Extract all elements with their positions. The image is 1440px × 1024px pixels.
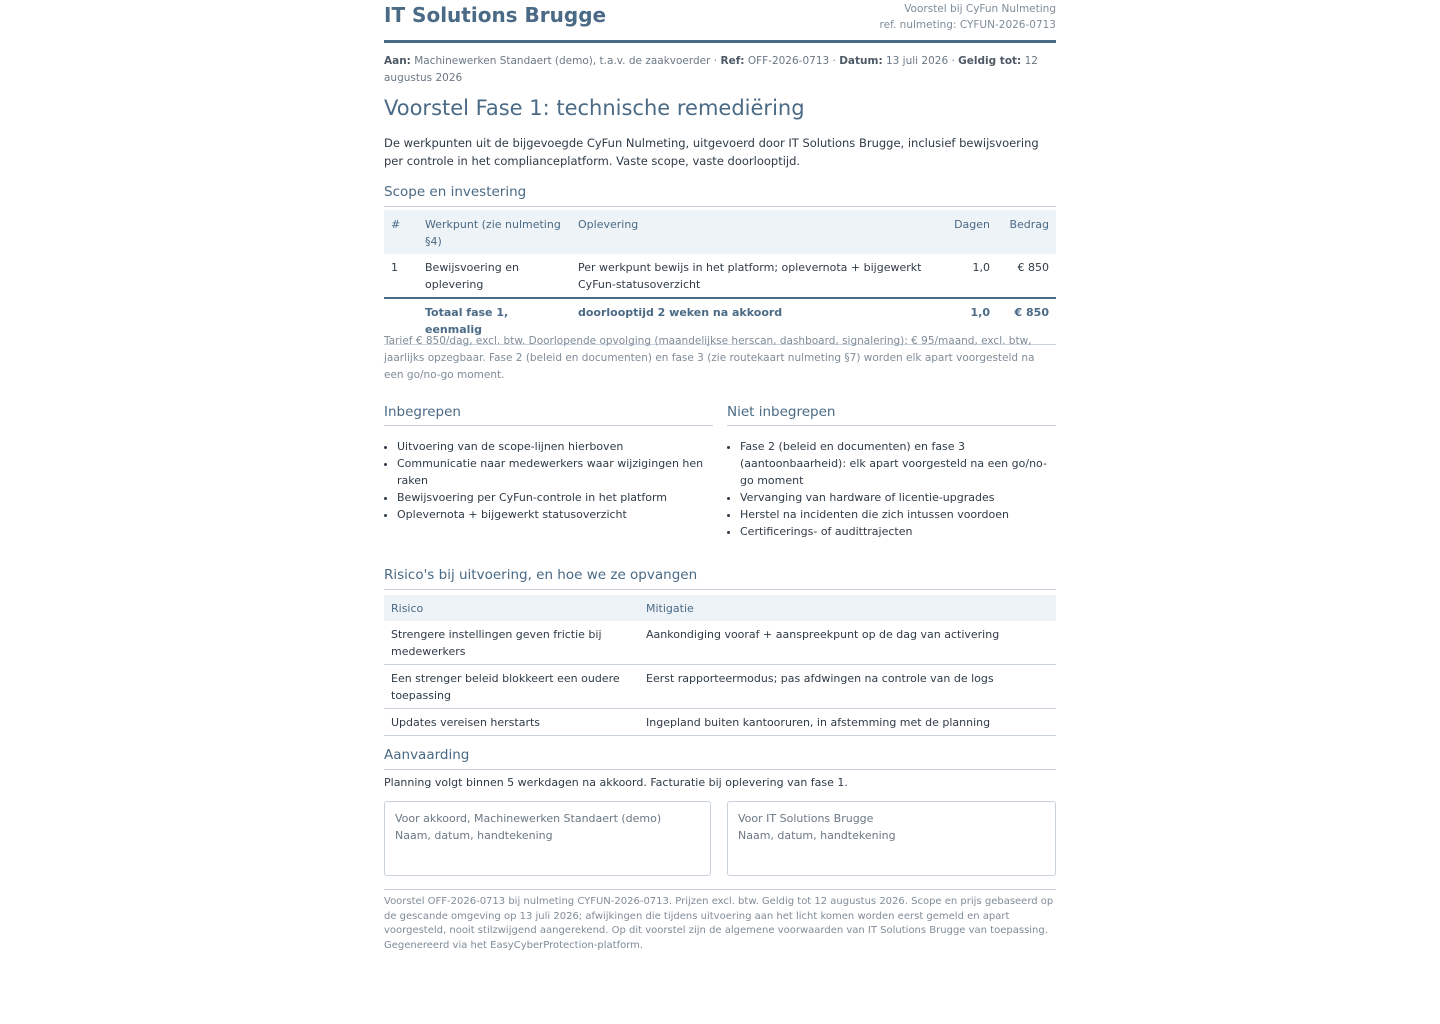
page-title: Voorstel Fase 1: technische remediëring [384,96,805,120]
included-list [384,438,713,523]
list-item: • Herstel na incidenten die zich intussen voordoen [740,506,1056,523]
included-heading: Inbegrepen [384,404,713,426]
header-divider [384,40,1056,43]
column-header: Werkpunt (zie nulmeting §4) [418,210,571,254]
header-meta [880,1,1056,33]
footer-text: Voorstel OFF-2026-0713 bij nulmeting CYFUN-2026-0713. Prijzen excl. btw. Geldig tot 12 augustus 2026. Scope en prijs gebaseerd op de gescande omgeving op 13 juli 2026; afwijkingen die tijdens uitvoering aan het licht komen worden eerst gemeld en apart voorgesteld, nooit stilzwijgend aangerekend. Op dit voorstel zijn de algemene voorwaarden van IT Solutions Brugge van toepassing. Gegenereerd via het EasyCyberProtection-platform. [384,896,1054,951]
to-value: Machinewerken Standaert (demo), t.a.v. de zaakvoerder [414,55,711,67]
total-label: Totaal fase 1, eenmalig [418,298,571,345]
total-amount: € 850 [997,298,1056,345]
proposal-document [384,0,1056,951]
date-value: 13 juli 2026 [885,55,949,67]
mitigation-cell: Eerst rapporteermodus; pas afdwingen na controle van de logs [639,665,1056,709]
vendor-signature-title: Voor IT Solutions Brugge [738,812,874,825]
table-row [384,621,1056,665]
column-header: Mitigatie [639,595,1056,621]
included-column [384,404,713,523]
table-row [384,709,1056,736]
list-item: • Communicatie naar medewerkers waar wijzigingen hen raken [397,455,713,489]
mitigation-cell: Aankondiging vooraf + aanspreekpunt op de dag van activering [639,621,1056,665]
scope-heading-divider [384,206,1056,207]
scope-table [384,210,1056,345]
total-days: 1,0 [935,298,997,345]
risk-cell: Updates vereisen herstarts [384,709,639,736]
header-meta-subtitle: Voorstel bij CyFun Nulmeting [904,3,1056,15]
table-cell: Bewijsvoering en oplevering [418,254,571,298]
excluded-column [727,404,1056,540]
excluded-list [727,438,1056,540]
ref-label: Ref: [720,55,745,67]
table-cell: 1,0 [935,254,997,298]
risks-table [384,595,1056,736]
column-header: Bedrag [997,210,1056,254]
intro-text: De werkpunten uit de bijgevoegde CyFun Nulmeting, uitgevoerd door IT Solutions Brugge, inclusief bewijsvoering per controle in het complianceplatform. Vaste scope, vaste doorlooptijd. [384,136,1039,168]
pricing-note: Tarief € 850/dag, excl. btw. Doorlopende opvolging (maandelijkse herscan, dashboard, signalering): € 95/maand, excl. btw, jaarlijks opzegbaar. Fase 2 (beleid en documenten) en fase 3 (zie routekaart nulmeting §7) worden elk apart voorgesteld na een go/no-go moment. [384,335,1035,381]
risk-cell: Strengere instellingen geven frictie bij medewerkers [384,621,639,665]
document-header [384,0,1056,40]
risks-heading: Risico's bij uitvoering, en hoe we ze opvangen [384,567,698,583]
acceptance-heading: Aanvaarding [384,747,470,763]
table-row [384,254,1056,298]
valid-label: Geldig tot: [958,55,1022,67]
list-item: • Uitvoering van de scope-lijnen hierboven [397,438,713,455]
table-cell: 1 [384,254,418,298]
list-item: • Vervanging van hardware of licentie-upgrades [740,489,1056,506]
column-header: Dagen [935,210,997,254]
client-signature-title: Voor akkoord, Machinewerken Standaert (demo) [395,812,662,825]
column-header: Risico [384,595,639,621]
vendor-signature-hint: Naam, datum, handtekening [738,829,896,842]
header-meta-reference: ref. nulmeting: CYFUN-2026-0713 [879,19,1056,31]
to-label: Aan: [384,55,411,67]
valid-value: 12 augustus 2026 [384,55,1038,84]
ref-value: OFF-2026-0713 [747,55,830,67]
table-row [384,665,1056,709]
vendor-signature-box[interactable] [727,801,1056,876]
scope-heading: Scope en investering [384,184,527,200]
risk-cell: Een strenger beleid blokkeert een oudere toepassing [384,665,639,709]
column-header: Oplevering [571,210,935,254]
list-item: • Oplevernota + bijgewerkt statusoverzicht [397,506,713,523]
risks-heading-divider [384,589,1056,590]
client-signature-hint: Naam, datum, handtekening [395,829,553,842]
date-label: Datum: [839,55,883,67]
client-signature-box[interactable] [384,801,711,876]
excluded-heading: Niet inbegrepen [727,404,1056,426]
total-leadtime: doorlooptijd 2 weken na akkoord [571,298,935,345]
acceptance-heading-divider [384,769,1056,770]
company-name: IT Solutions Brugge [384,3,607,27]
address-line: Aan: Machinewerken Standaert (demo), t.a.v. de zaakvoerder · Ref: OFF-2026-0713 · Datum: 13 juli 2026 · Geldig tot: 12 augustus 2026 [384,55,1038,84]
footer-divider [384,889,1056,890]
table-cell: € 850 [997,254,1056,298]
scope-table-header [384,210,1056,254]
list-item: • Bewijsvoering per CyFun-controle in het platform [397,489,713,506]
list-item: • Certificerings- of audittrajecten [740,523,1056,540]
mitigation-cell: Ingepland buiten kantooruren, in afstemming met de planning [639,709,1056,736]
table-cell: Per werkpunt bewijs in het platform; oplevernota + bijgewerkt CyFun-statusoverzicht [571,254,935,298]
acceptance-text: Planning volgt binnen 5 werkdagen na akkoord. Facturatie bij oplevering van fase 1. [384,776,848,789]
list-item: • Fase 2 (beleid en documenten) en fase 3 (aantoonbaarheid): elk apart voorgesteld na een go/no-go moment [740,438,1056,489]
risks-table-header [384,595,1056,621]
column-header: # [384,210,418,254]
